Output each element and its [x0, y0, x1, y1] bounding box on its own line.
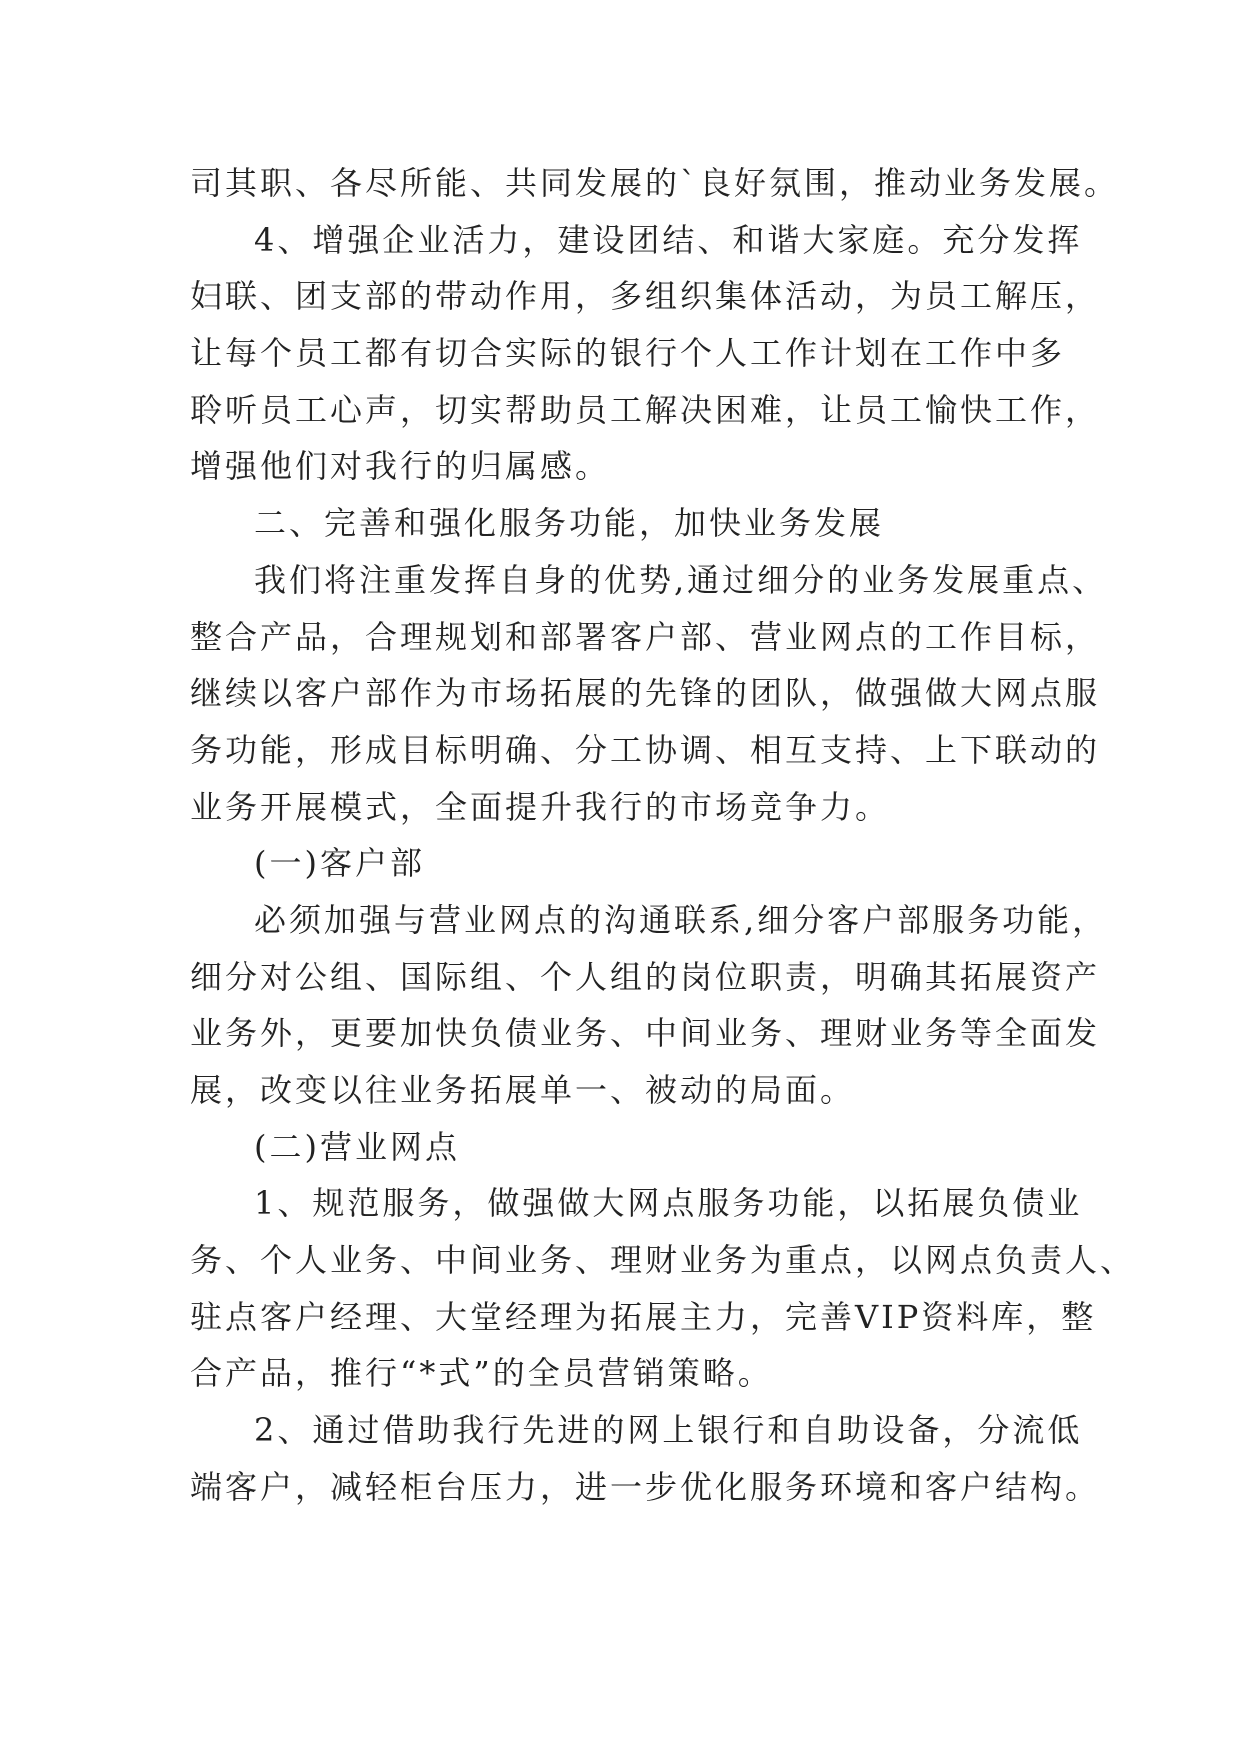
section-heading: 二、完善和强化服务功能，加快业务发展 [254, 504, 885, 543]
text-line: 让每个员工都有切合实际的银行个人工作计划在工作中多 [190, 334, 1066, 373]
text-line: 合产品，推行“*式”的全员营销策略。 [190, 1354, 773, 1393]
text-line: 端客户，减轻柜台压力，进一步优化服务环境和客户结构。 [190, 1467, 1101, 1506]
text-line: 我们将注重发挥自身的优势,通过细分的业务发展重点、 [254, 560, 1108, 599]
text-line: 展，改变以往业务拓展单一、被动的局面。 [190, 1071, 856, 1109]
text-line: 驻点客户经理、大堂经理为拓展主力，完善VIP资料库，整 [190, 1297, 1097, 1336]
text-line: 细分对公组、国际组、个人组的岗位职责，明确其拓展资产 [190, 957, 1101, 996]
subsection-heading: (一)客户部 [254, 844, 425, 883]
subsection-heading: (二)营业网点 [254, 1127, 460, 1166]
text-line: 司其职、各尽所能、共同发展的`良好氛围，推动业务发展。 [190, 164, 1120, 202]
body-text [190, 155, 1136, 1516]
text-line: 妇联、团支部的带动作用，多组织集体活动，为员工解压， [190, 277, 1101, 316]
text-line: 1、规范服务，做强做大网点服务功能，以拓展负债业 [254, 1184, 1083, 1223]
text-line: 整合产品，合理规划和部署客户部、营业网点的工作目标， [190, 617, 1101, 656]
text-line: 务、个人业务、中间业务、理财业务为重点，以网点负责人、 [190, 1241, 1136, 1280]
text-line: 增强他们对我行的归属感。 [190, 447, 611, 486]
text-line: 继续以客户部作为市场拓展的先锋的团队，做强做大网点服 [190, 674, 1101, 713]
text-line: 务功能，形成目标明确、分工协调、相互支持、上下联动的 [190, 730, 1101, 769]
text-line: 2、通过借助我行先进的网上银行和自助设备，分流低 [254, 1411, 1083, 1450]
text-line: 4、增强企业活力，建设团结、和谐大家庭。充分发挥 [254, 220, 1083, 259]
text-line: 聆听员工心声，切实帮助员工解决困难，让员工愉快工作， [190, 390, 1101, 429]
text-line: 必须加强与营业网点的沟通联系,细分客户部服务功能， [254, 900, 1108, 939]
text-line: 业务外，更要加快负债业务、中间业务、理财业务等全面发 [190, 1014, 1101, 1053]
text-line: 业务开展模式，全面提升我行的市场竞争力。 [190, 787, 891, 826]
